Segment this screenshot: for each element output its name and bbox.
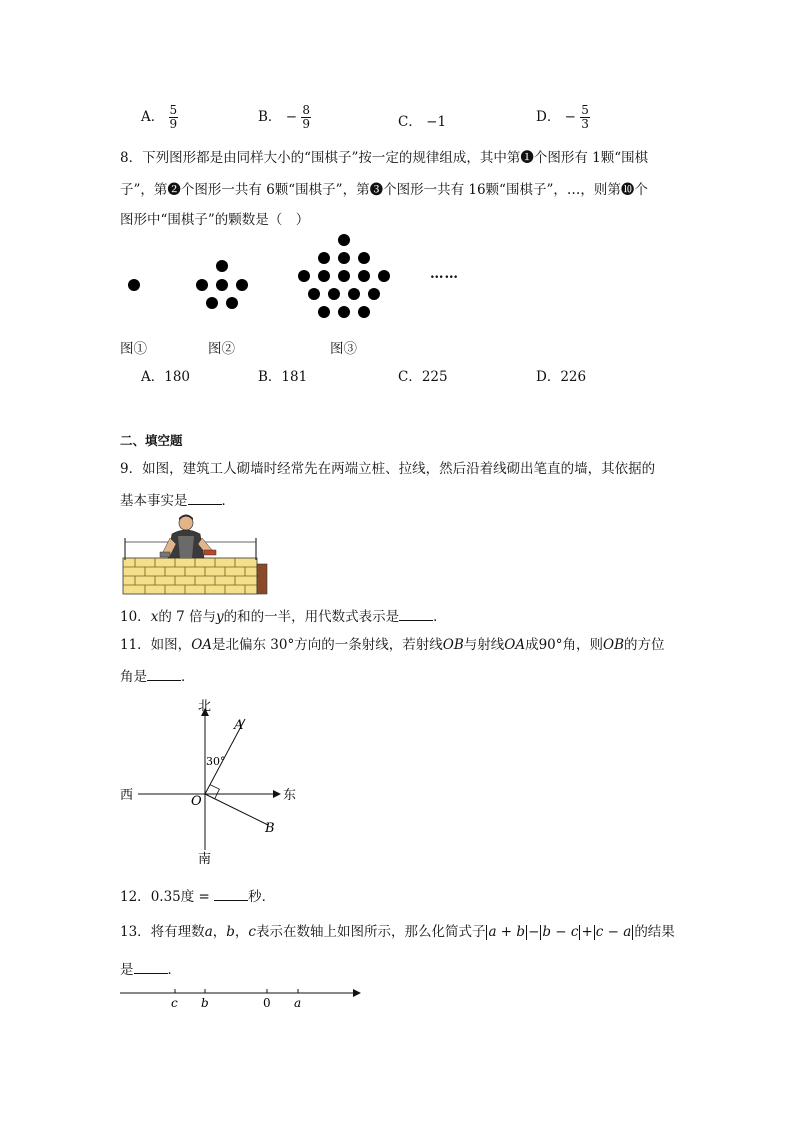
label-b: B <box>265 821 275 836</box>
answer-blank[interactable] <box>214 888 248 901</box>
var-c: c <box>248 924 256 940</box>
abs-expr-2: b − c <box>542 924 579 940</box>
q13-text-4: 是 <box>120 962 134 978</box>
q10-number: 10． <box>120 609 151 625</box>
q12-unit: 秒． <box>248 889 276 905</box>
q11-line-2 <box>120 665 195 685</box>
number-line <box>118 984 368 1014</box>
q8-option-d[interactable]: D．226 <box>536 369 587 385</box>
go-stone <box>216 279 228 291</box>
q8-line-3: 图形中“围棋子”的颗数是（ ） <box>120 212 310 228</box>
go-stone <box>216 260 228 272</box>
go-stone <box>368 288 380 300</box>
q12-number: 12． <box>120 889 151 905</box>
answer-blank[interactable] <box>134 961 168 974</box>
q13-line-1: 13．将有理数a，b，c表示在数轴上如图所示，那么化简式子 a + b − b − c + c − a 的结果 <box>120 924 675 940</box>
compass-diagram <box>110 695 310 867</box>
go-stone <box>318 252 330 264</box>
label-north: 北 <box>198 699 212 714</box>
label-b: b <box>201 996 209 1010</box>
ray-oa: OA <box>504 637 526 653</box>
q9-period: ． <box>221 493 235 509</box>
numerator: 8 <box>302 103 310 117</box>
figure-label-1: 图① <box>120 341 147 357</box>
fraction <box>580 104 590 131</box>
q9-line-2 <box>120 489 235 509</box>
option-letter: D． <box>536 109 561 125</box>
ray-oa: OA <box>191 637 213 653</box>
go-stone <box>378 270 390 282</box>
go-stone <box>226 297 238 309</box>
q10-text-1: 的 7 倍与 <box>158 609 216 625</box>
denominator: 9 <box>302 117 310 131</box>
denominator: 9 <box>169 117 178 131</box>
q9-line-1: 9．如图，建筑工人砌墙时经常先在两端立桩、拉线，然后沿着线砌出笔直的墙，其依据的 <box>120 461 656 477</box>
var-y: y <box>215 609 224 625</box>
section-heading: 二、填空题 <box>120 433 183 448</box>
q11-text-1: 11．如图， <box>120 637 192 653</box>
answer-blank[interactable] <box>147 668 181 681</box>
minus-sign: − <box>564 109 576 125</box>
var-x: x <box>150 609 159 625</box>
label-south: 南 <box>198 852 212 867</box>
right-angle-mark <box>210 785 219 799</box>
q7-option-c[interactable] <box>398 110 446 130</box>
go-stone <box>348 288 360 300</box>
q12-line <box>120 885 275 905</box>
go-stone <box>298 270 310 282</box>
q11-period: ． <box>181 669 195 685</box>
figure-label-3: 图③ <box>330 341 357 357</box>
q13-period: ． <box>167 962 181 978</box>
q11-text-6: 角是 <box>120 669 147 685</box>
figure-label-2: 图② <box>208 341 235 357</box>
q10-period: ． <box>433 609 447 625</box>
ray-ob: OB <box>603 637 625 653</box>
q12-value: 0.35度 = <box>150 889 215 905</box>
go-stone <box>338 252 350 264</box>
q8-option-a[interactable]: A．180 <box>141 369 191 385</box>
numerator: 5 <box>169 103 178 117</box>
numerator: 5 <box>581 103 589 117</box>
q11-text-4: 成90°角，则 <box>525 637 604 653</box>
q11-text-2: 是北偏东 30°方向的一条射线，若射线 <box>212 637 443 653</box>
label-zero: 0 <box>263 996 271 1010</box>
go-stone <box>196 279 208 291</box>
denominator: 3 <box>581 117 589 131</box>
ellipsis: …… <box>430 266 459 282</box>
fraction <box>169 104 179 131</box>
var-b: b <box>226 924 235 940</box>
option-letter: C． <box>398 114 422 130</box>
go-stone <box>338 306 350 318</box>
go-stone <box>358 252 370 264</box>
option-value: −1 <box>426 114 447 130</box>
q7-option-d[interactable] <box>536 104 590 131</box>
go-stone <box>358 306 370 318</box>
q13-line-2 <box>120 958 181 978</box>
minus-sign: − <box>285 109 298 125</box>
option-letter: B． <box>258 109 282 125</box>
q8-option-c[interactable]: C．225 <box>398 369 448 385</box>
label-a: a <box>294 996 302 1010</box>
ray-ob: OB <box>442 637 464 653</box>
label-east: 东 <box>283 788 297 803</box>
go-stone <box>236 279 248 291</box>
abs-expr-1: a + b <box>488 924 526 940</box>
bricklayer-illustration <box>120 514 270 596</box>
go-stone <box>318 306 330 318</box>
label-o: O <box>191 794 202 809</box>
go-stone <box>308 288 320 300</box>
go-stone <box>318 270 330 282</box>
go-stone <box>206 297 218 309</box>
fraction <box>301 104 311 131</box>
go-stone <box>338 234 350 246</box>
go-stone <box>358 270 370 282</box>
q11-text-3: 与射线 <box>463 637 505 653</box>
q8-option-b[interactable]: B．181 <box>258 369 308 385</box>
ray-ob-line <box>205 794 268 825</box>
q11-text-5: 的方位 <box>624 637 665 653</box>
q8-line-2: 子”，第❷个图形一共有 6颗“围棋子”，第❸个图形一共有 16颗“围棋子”，…，则第❿个 <box>120 182 648 198</box>
label-angle: 30° <box>206 755 226 768</box>
q13-text-3: 的结果 <box>634 924 675 940</box>
go-stone <box>328 288 340 300</box>
q7-option-b[interactable] <box>258 104 311 131</box>
label-c: c <box>171 996 178 1010</box>
q13-text-1: 13．将有理数 <box>120 924 205 940</box>
label-west: 西 <box>120 788 134 803</box>
option-letter: A． <box>141 109 165 125</box>
go-stone <box>338 270 350 282</box>
q11-line-1 <box>120 633 665 653</box>
answer-blank[interactable] <box>188 492 222 505</box>
var-a: a <box>204 924 213 940</box>
q7-option-a[interactable] <box>141 104 178 131</box>
q8-line-1: 8．下列图形都是由同样大小的“围棋子”按一定的规律组成，其中第❶个图形有 1颗“围棋 <box>120 150 649 166</box>
go-stone <box>128 279 140 291</box>
abs-expr-3: c − a <box>595 924 632 940</box>
q10-line <box>120 605 447 625</box>
q13-text-2: 表示在数轴上如图所示，那么化简式子 <box>255 924 486 940</box>
q10-text-2: 的和的一半，用代数式表示是 <box>223 609 400 625</box>
label-a: A <box>234 718 244 733</box>
answer-blank[interactable] <box>399 608 433 621</box>
q9-text: 基本事实是 <box>120 493 188 509</box>
